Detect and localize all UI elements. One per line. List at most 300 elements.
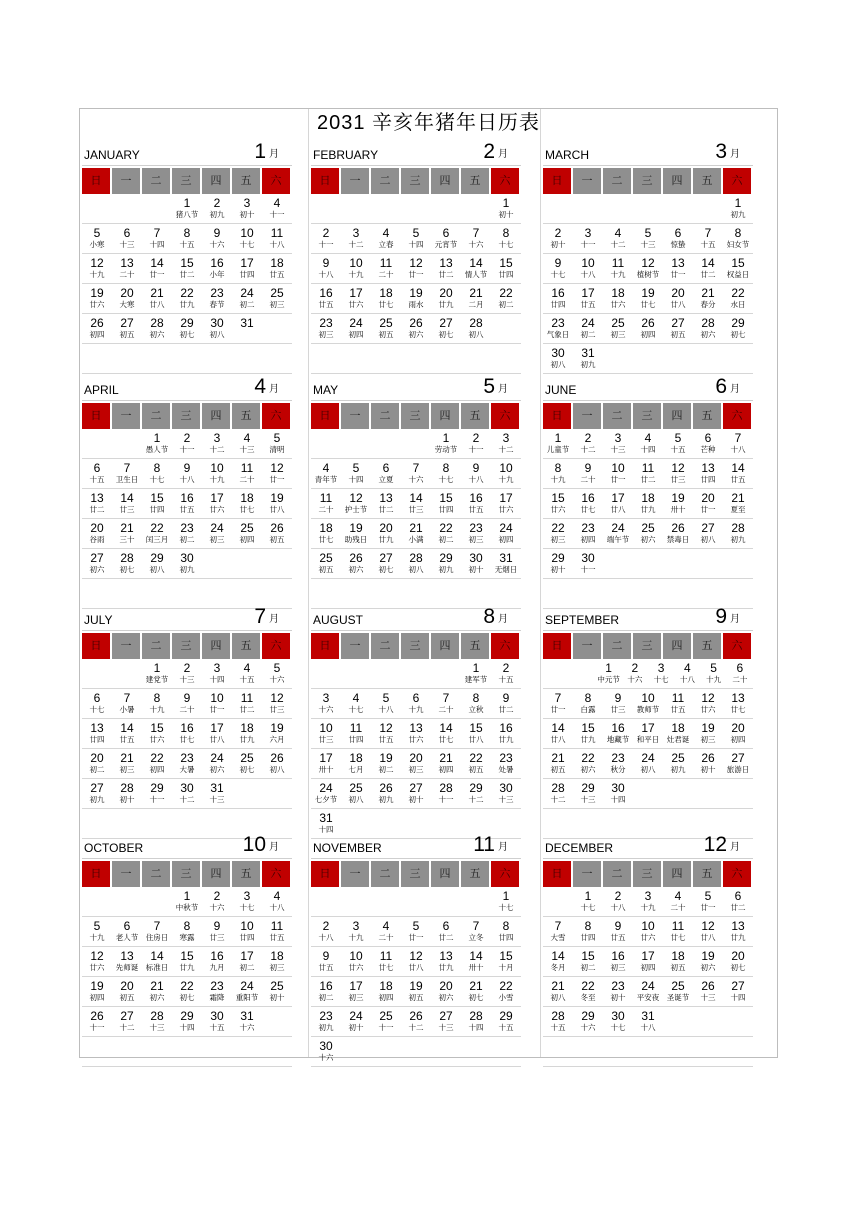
day-number: 15 <box>439 491 453 505</box>
day-cell <box>232 489 262 518</box>
day-number: 23 <box>180 521 194 535</box>
day-cell <box>311 659 341 688</box>
day-number: 27 <box>701 521 715 535</box>
week-row <box>82 429 292 459</box>
lunar-label: 十六 <box>269 675 285 684</box>
day-number: 9 <box>472 461 480 475</box>
day-cell <box>431 549 461 578</box>
week-row <box>543 459 753 489</box>
lunar-label: 初五 <box>119 330 135 339</box>
day-cell <box>693 459 723 488</box>
weekday-label: 一 <box>573 403 601 429</box>
day-cell <box>202 689 232 718</box>
day-number: 13 <box>90 721 104 735</box>
day-number: 4 <box>273 889 281 903</box>
lunar-label: 廿二 <box>438 933 454 942</box>
day-cell <box>663 779 693 808</box>
lunar-label: 端午节 <box>606 535 630 544</box>
day-number: 12 <box>270 461 284 475</box>
day-number: 8 <box>554 461 562 475</box>
weekday-label: 五 <box>232 403 260 429</box>
lunar-label: 十五 <box>209 1023 225 1032</box>
weekday-header <box>311 633 521 659</box>
weekday-label: 二 <box>371 861 399 887</box>
week-row <box>82 284 292 314</box>
day-number: 27 <box>120 1009 134 1023</box>
lunar-label: 平安夜 <box>636 993 660 1002</box>
lunar-label: 十七 <box>239 903 255 912</box>
day-cell <box>674 659 700 688</box>
week-row <box>82 917 292 947</box>
lunar-label: 初四 <box>580 535 596 544</box>
day-cell <box>262 779 292 808</box>
lunar-label: 十三 <box>149 1023 165 1032</box>
day-number: 10 <box>641 691 655 705</box>
day-number: 13 <box>120 256 134 270</box>
column-divider <box>540 109 541 1057</box>
lunar-label: 初四 <box>239 535 255 544</box>
lunar-label: 廿五 <box>468 505 484 514</box>
lunar-label: 十一 <box>438 795 454 804</box>
day-cell <box>371 779 401 808</box>
lunar-label: 初十 <box>119 795 135 804</box>
day-cell <box>232 1037 262 1066</box>
day-number: 14 <box>731 461 745 475</box>
day-cell <box>142 689 172 718</box>
day-number: 19 <box>90 286 104 300</box>
month-name: JUNE <box>545 383 577 397</box>
day-number: 26 <box>641 316 655 330</box>
lunar-label: 十四 <box>348 475 364 484</box>
month-header <box>311 604 521 631</box>
day-cell <box>648 659 674 688</box>
weekday-label: 一 <box>573 861 601 887</box>
day-number: 10 <box>499 461 513 475</box>
day-number: 3 <box>352 226 360 240</box>
day-number: 28 <box>120 781 134 795</box>
lunar-label: 廿四 <box>550 300 566 309</box>
day-number: 19 <box>641 286 655 300</box>
week-row <box>82 659 292 689</box>
weekday-label: 日 <box>82 168 110 194</box>
day-cell <box>311 224 341 253</box>
lunar-label: 老人节 <box>115 933 139 942</box>
day-cell <box>232 224 262 253</box>
day-number: 12 <box>90 949 104 963</box>
weekday-label: 三 <box>633 168 661 194</box>
day-cell <box>371 1007 401 1036</box>
day-cell <box>663 887 693 916</box>
day-cell <box>491 689 521 718</box>
lunar-label: 初八 <box>640 765 656 774</box>
weekday-header <box>82 861 292 887</box>
day-number: 26 <box>270 521 284 535</box>
lunar-label: 廿七 <box>640 300 656 309</box>
weekday-label: 三 <box>401 168 429 194</box>
day-number: 1 <box>472 661 480 675</box>
weekday-header <box>543 403 753 429</box>
day-number: 17 <box>240 949 254 963</box>
day-cell <box>371 917 401 946</box>
day-cell <box>82 779 112 808</box>
lunar-label: 十九 <box>706 675 722 684</box>
lunar-label: 卅十 <box>318 765 334 774</box>
weekday-label: 六 <box>723 633 751 659</box>
weekday-header <box>82 633 292 659</box>
day-cell <box>603 917 633 946</box>
day-number: 1 <box>605 661 612 675</box>
week-row <box>543 224 753 254</box>
lunar-label: 廿五 <box>730 475 746 484</box>
day-number: 22 <box>581 751 595 765</box>
day-number: 26 <box>379 781 393 795</box>
lunar-label: 十九 <box>149 705 165 714</box>
day-number: 13 <box>379 491 393 505</box>
day-cell <box>431 314 461 343</box>
lunar-label: 廿二 <box>498 705 514 714</box>
lunar-label: 廿九 <box>580 735 596 744</box>
day-number: 5 <box>710 661 717 675</box>
month-block <box>311 604 521 839</box>
lunar-label: 初六 <box>209 765 225 774</box>
day-number: 7 <box>123 461 131 475</box>
lunar-label: 廿一 <box>269 475 285 484</box>
day-number: 11 <box>379 949 393 963</box>
day-cell <box>461 254 491 283</box>
day-number: 23 <box>319 316 333 330</box>
lunar-label: 初八 <box>550 993 566 1002</box>
day-number: 3 <box>644 889 652 903</box>
lunar-label: 十三 <box>640 240 656 249</box>
day-cell <box>401 459 431 488</box>
day-cell <box>723 1007 753 1036</box>
lunar-label: 和平日 <box>636 735 660 744</box>
day-number: 13 <box>731 691 745 705</box>
lunar-label: 二十 <box>179 705 195 714</box>
day-number: 8 <box>153 461 161 475</box>
lunar-label: 十三 <box>498 795 514 804</box>
lunar-label: 廿三 <box>318 735 334 744</box>
day-cell <box>723 284 753 313</box>
day-cell <box>371 489 401 518</box>
day-number: 16 <box>611 721 625 735</box>
day-number: 29 <box>150 551 164 565</box>
day-cell <box>262 947 292 976</box>
day-cell <box>232 459 262 488</box>
day-cell <box>693 224 723 253</box>
day-number: 9 <box>322 949 330 963</box>
day-cell <box>543 489 573 518</box>
day-number: 22 <box>731 286 745 300</box>
day-number: 12 <box>90 256 104 270</box>
day-number: 3 <box>213 431 221 445</box>
day-number: 23 <box>611 979 625 993</box>
day-cell <box>633 977 663 1006</box>
lunar-label: 初三 <box>468 535 484 544</box>
lunar-label: 二十 <box>318 505 334 514</box>
day-cell <box>142 314 172 343</box>
weekday-label: 三 <box>172 861 200 887</box>
day-cell <box>311 887 341 916</box>
day-number: 14 <box>409 491 423 505</box>
week-row <box>543 254 753 284</box>
lunar-label: 十八 <box>640 1023 656 1032</box>
lunar-label: 立春 <box>378 240 394 249</box>
lunar-label: 初十 <box>269 993 285 1002</box>
day-number: 30 <box>319 1039 333 1053</box>
lunar-label: 标准日 <box>145 963 169 972</box>
lunar-label: 十一 <box>318 240 334 249</box>
lunar-label: 小满 <box>408 535 424 544</box>
day-number: 8 <box>502 226 510 240</box>
day-cell <box>262 254 292 283</box>
lunar-label: 廿八 <box>149 300 165 309</box>
lunar-label: 初七 <box>179 993 195 1002</box>
day-cell <box>573 224 603 253</box>
day-number: 13 <box>409 721 423 735</box>
week-row <box>82 977 292 1007</box>
day-number: 2 <box>322 226 330 240</box>
month-block <box>543 604 753 839</box>
day-cell <box>202 314 232 343</box>
day-number: 6 <box>123 226 131 240</box>
weekday-label: 日 <box>543 861 571 887</box>
day-number: 26 <box>409 1009 423 1023</box>
day-cell <box>693 947 723 976</box>
day-number: 18 <box>349 751 363 765</box>
weekday-label: 四 <box>663 633 691 659</box>
day-cell <box>573 887 603 916</box>
weekday-label: 五 <box>693 861 721 887</box>
day-number: 9 <box>183 461 191 475</box>
lunar-label: 廿一 <box>700 505 716 514</box>
lunar-label: 十九 <box>408 705 424 714</box>
day-cell <box>341 284 371 313</box>
lunar-label: 小雪 <box>498 993 514 1002</box>
day-number: 30 <box>210 1009 224 1023</box>
lunar-label: 廿八 <box>550 735 566 744</box>
day-cell <box>543 344 573 373</box>
day-cell <box>262 1037 292 1066</box>
lunar-label: 二十 <box>378 270 394 279</box>
day-cell <box>693 1037 723 1066</box>
day-cell <box>633 519 663 548</box>
week-row <box>311 344 521 374</box>
day-cell <box>172 194 202 223</box>
day-cell <box>663 1037 693 1066</box>
day-number: 22 <box>551 521 565 535</box>
day-cell <box>633 1007 663 1036</box>
day-cell <box>431 429 461 458</box>
day-number: 11 <box>240 461 254 475</box>
day-cell <box>431 224 461 253</box>
lunar-label: 廿五 <box>119 735 135 744</box>
day-number: 15 <box>469 721 483 735</box>
lunar-label: 立冬 <box>468 933 484 942</box>
day-cell <box>633 459 663 488</box>
lunar-label: 初四 <box>640 330 656 339</box>
lunar-label: 廿九 <box>730 933 746 942</box>
day-cell <box>603 947 633 976</box>
day-cell <box>491 254 521 283</box>
day-cell <box>172 519 202 548</box>
day-cell <box>112 459 142 488</box>
lunar-label: 初六 <box>640 535 656 544</box>
weekday-label: 六 <box>491 168 519 194</box>
weekday-label: 五 <box>232 861 260 887</box>
day-number: 13 <box>701 461 715 475</box>
day-number: 10 <box>319 721 333 735</box>
lunar-label: 初三 <box>269 300 285 309</box>
day-number: 8 <box>734 226 742 240</box>
lunar-label: 九月 <box>209 963 225 972</box>
day-number: 25 <box>349 781 363 795</box>
day-number: 26 <box>671 521 685 535</box>
day-number: 17 <box>210 721 224 735</box>
day-cell <box>262 344 292 373</box>
day-number: 6 <box>123 919 131 933</box>
day-number: 7 <box>442 691 450 705</box>
weekday-label: 一 <box>341 403 369 429</box>
day-number: 17 <box>581 286 595 300</box>
day-number: 3 <box>657 661 665 675</box>
month-header <box>82 832 292 859</box>
day-cell <box>371 429 401 458</box>
day-cell <box>82 314 112 343</box>
day-cell <box>172 1007 202 1036</box>
week-row <box>311 689 521 719</box>
lunar-label: 初四 <box>378 993 394 1002</box>
day-number: 18 <box>240 721 254 735</box>
lunar-label: 初五 <box>408 993 424 1002</box>
lunar-label: 初二 <box>239 963 255 972</box>
day-cell <box>112 719 142 748</box>
week-row <box>82 947 292 977</box>
day-number: 16 <box>499 721 513 735</box>
week-row <box>311 1007 521 1037</box>
day-number: 31 <box>581 346 595 360</box>
lunar-label: 初五 <box>378 330 394 339</box>
lunar-label: 愚人节 <box>145 445 169 454</box>
day-cell <box>633 779 663 808</box>
week-row <box>82 224 292 254</box>
lunar-label: 廿二 <box>640 475 656 484</box>
month-number: 12 <box>703 833 727 856</box>
day-cell <box>573 947 603 976</box>
lunar-label: 十一 <box>269 210 285 219</box>
day-number: 1 <box>183 889 191 903</box>
lunar-label: 先师诞 <box>115 963 139 972</box>
day-cell <box>633 194 663 223</box>
day-number: 2 <box>584 431 592 445</box>
day-number: 22 <box>499 979 513 993</box>
day-number: 9 <box>584 461 592 475</box>
day-cell <box>262 519 292 548</box>
day-number: 15 <box>581 721 595 735</box>
day-number: 31 <box>641 1009 655 1023</box>
day-number: 6 <box>93 461 101 475</box>
day-number: 28 <box>551 1009 565 1023</box>
day-cell <box>112 254 142 283</box>
day-number: 11 <box>671 919 685 933</box>
day-cell <box>431 887 461 916</box>
day-number: 12 <box>409 256 423 270</box>
day-cell <box>461 489 491 518</box>
day-number: 12 <box>641 256 655 270</box>
day-cell <box>232 689 262 718</box>
lunar-label: 初六 <box>408 330 424 339</box>
lunar-label: 廿二 <box>438 270 454 279</box>
day-number: 7 <box>123 691 131 705</box>
lunar-label: 十二 <box>348 240 364 249</box>
lunar-label: 立秋 <box>468 705 484 714</box>
month-char: 月 <box>498 842 508 853</box>
lunar-label: 廿四 <box>239 933 255 942</box>
day-cell <box>727 659 753 688</box>
lunar-label: 禁毒日 <box>666 535 690 544</box>
day-cell <box>461 779 491 808</box>
lunar-label: 初八 <box>348 795 364 804</box>
lunar-label: 十四 <box>408 240 424 249</box>
day-cell <box>202 489 232 518</box>
day-number: 27 <box>671 316 685 330</box>
day-cell <box>633 719 663 748</box>
day-number: 7 <box>554 691 562 705</box>
day-cell <box>461 284 491 313</box>
day-cell <box>603 314 633 343</box>
day-cell <box>262 429 292 458</box>
day-cell <box>232 779 262 808</box>
day-cell <box>723 977 753 1006</box>
lunar-label: 初七 <box>179 330 195 339</box>
day-cell <box>603 489 633 518</box>
day-cell <box>311 1007 341 1036</box>
day-number: 20 <box>120 286 134 300</box>
day-cell <box>82 947 112 976</box>
weekday-label: 日 <box>543 633 571 659</box>
day-number: 15 <box>150 721 164 735</box>
day-cell <box>431 689 461 718</box>
lunar-label: 初八 <box>269 765 285 774</box>
day-cell <box>663 749 693 778</box>
lunar-label: 廿六 <box>89 300 105 309</box>
day-cell <box>573 719 603 748</box>
day-number: 21 <box>731 491 745 505</box>
lunar-label: 初十 <box>468 565 484 574</box>
day-number: 14 <box>439 721 453 735</box>
day-cell <box>491 314 521 343</box>
day-number: 7 <box>472 226 480 240</box>
day-number: 27 <box>379 551 393 565</box>
day-number: 16 <box>319 979 333 993</box>
day-cell <box>723 1037 753 1066</box>
month-header <box>311 139 521 166</box>
day-cell <box>202 1037 232 1066</box>
day-number: 3 <box>243 196 251 210</box>
day-cell <box>172 284 202 313</box>
lunar-label: 卫生日 <box>115 475 139 484</box>
lunar-label: 初二 <box>580 963 596 972</box>
day-cell <box>112 489 142 518</box>
lunar-label: 初十 <box>239 210 255 219</box>
lunar-label: 秋分 <box>610 765 626 774</box>
day-cell <box>461 459 491 488</box>
day-cell <box>341 344 371 373</box>
day-cell <box>723 194 753 223</box>
day-cell <box>491 887 521 916</box>
day-number: 15 <box>150 491 164 505</box>
week-row <box>311 224 521 254</box>
